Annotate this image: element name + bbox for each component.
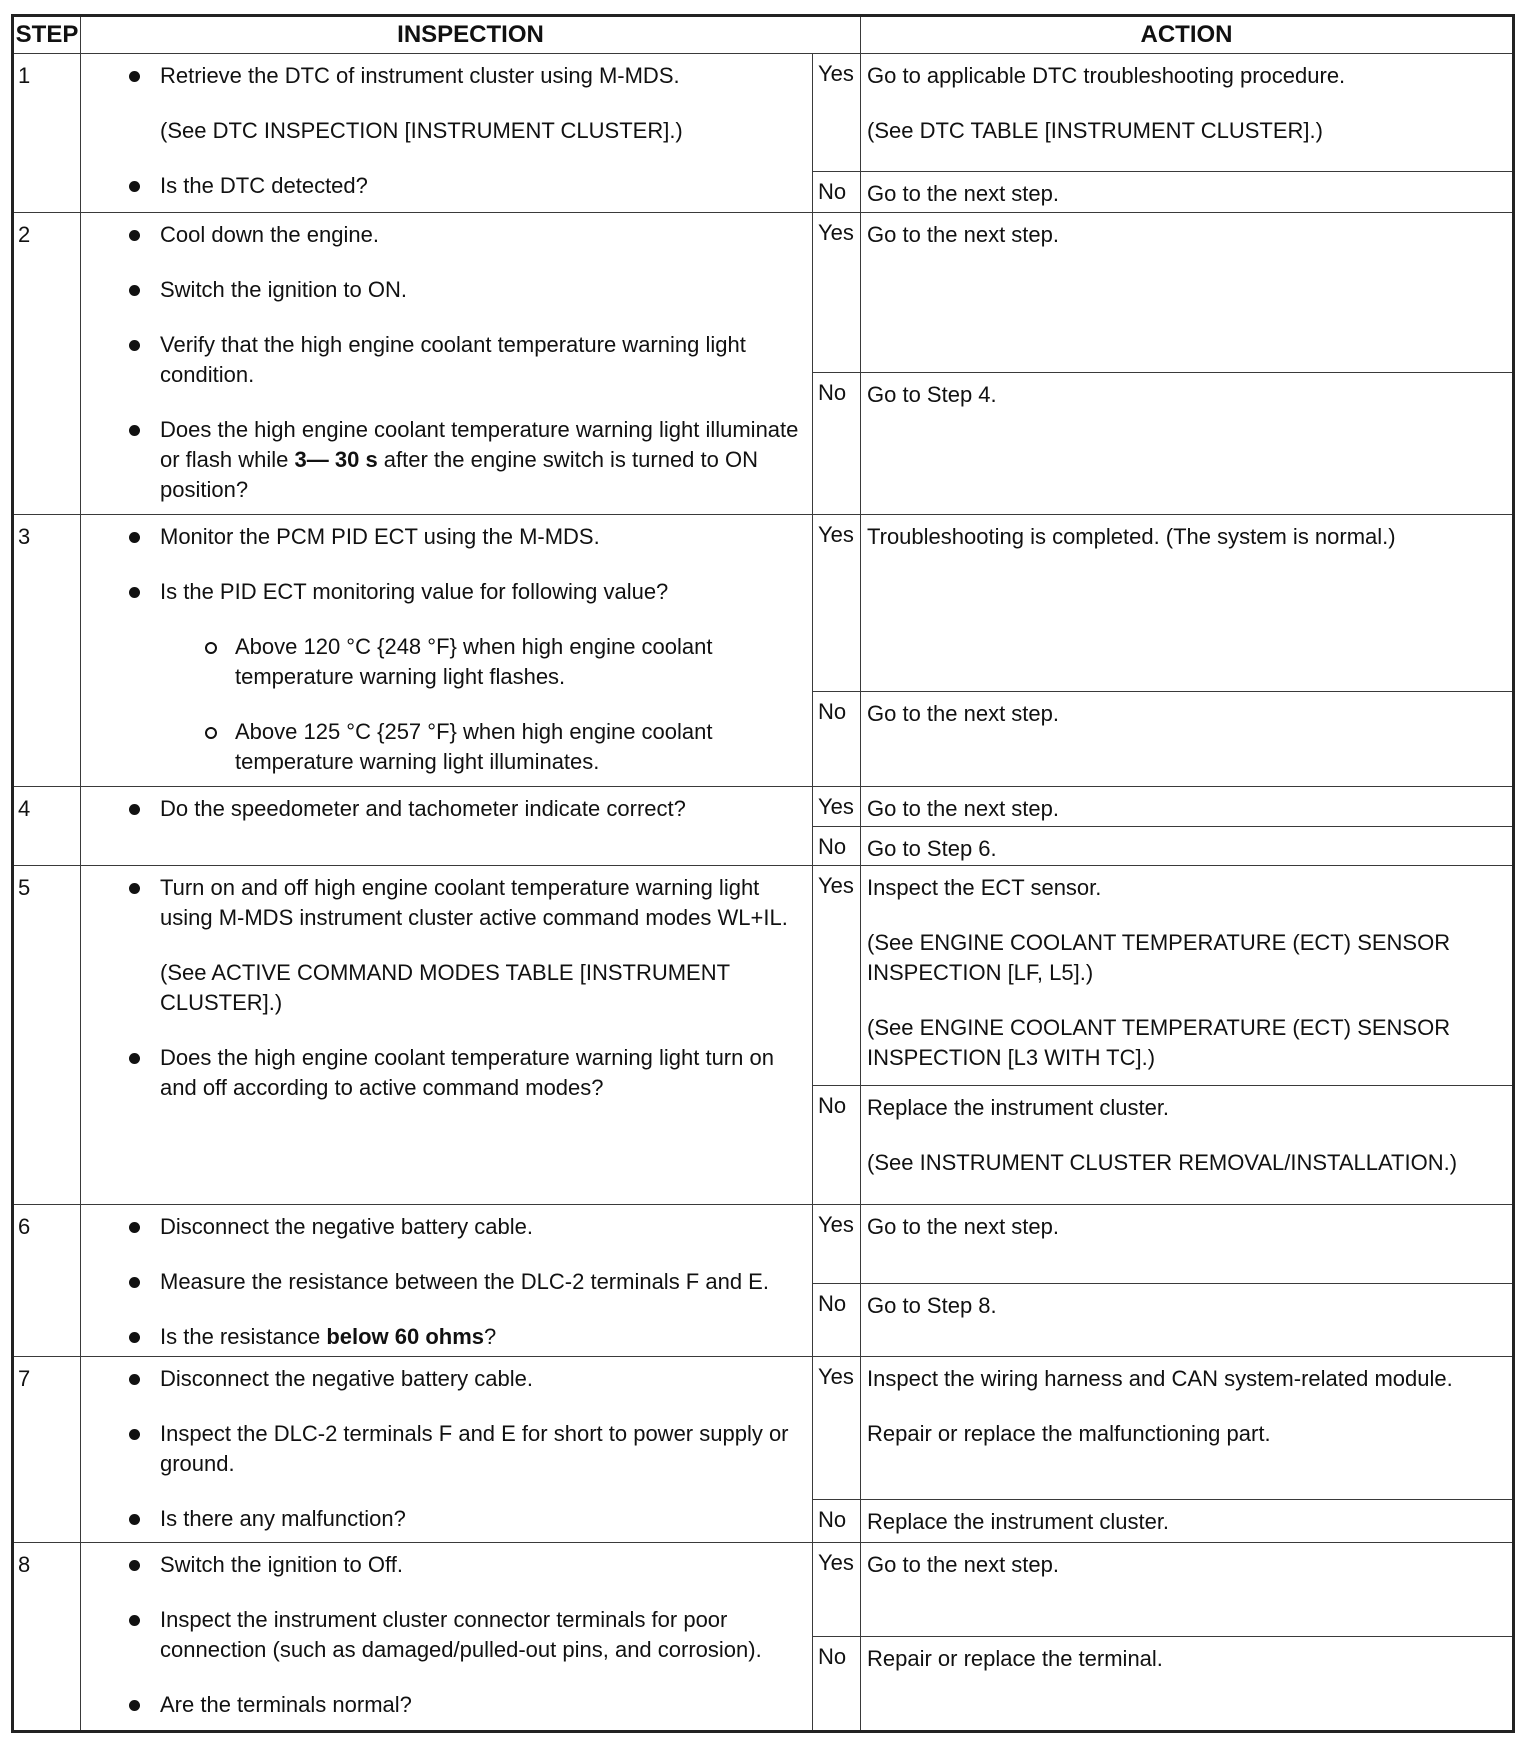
action-cell (861, 786, 1514, 826)
bullet-text: Switch the ignition to ON. (160, 276, 408, 302)
header-row (13, 16, 1514, 54)
action-cell (861, 1636, 1514, 1731)
action-cell (861, 692, 1514, 787)
action-line: Go to the next step. (867, 221, 1060, 247)
inspection-cell (81, 1543, 813, 1732)
inspection-cell (81, 515, 813, 786)
step-number: 7 (13, 1357, 81, 1543)
action-cell (861, 1499, 1514, 1542)
action-line: Inspect the ECT sensor. (867, 875, 1102, 901)
action-line: Repair or replace the terminal. (867, 1645, 1163, 1671)
step-number: 1 (13, 54, 81, 213)
bullet-item (81, 415, 800, 505)
action-line: Inspect the wiring harness and CAN system-related module. (867, 1366, 1453, 1392)
action-line: (See INSTRUMENT CLUSTER REMOVAL/INSTALLATION.) (867, 1149, 1458, 1175)
action-cell (861, 1543, 1514, 1637)
answer-yes: Yes (813, 1543, 861, 1637)
inspection-cell (81, 1204, 813, 1357)
action-line: (See ENGINE COOLANT TEMPERATURE (ECT) SENSOR INSPECTION [L3 WITH TC].) (867, 1015, 1451, 1071)
action-line: Go to the next step. (867, 701, 1060, 727)
bullet-text: Retrieve the DTC of instrument cluster using M-MDS. (160, 63, 680, 88)
answer-yes: Yes (813, 786, 861, 826)
answer-no: No (813, 826, 861, 865)
action-cell (861, 373, 1514, 515)
bullet-text: Is the resistance (160, 1323, 327, 1349)
bullet-text: Are the terminals normal? (160, 1692, 412, 1717)
bullet-item (81, 61, 800, 91)
action-header: ACTION (861, 16, 1514, 54)
action-cell (861, 1284, 1514, 1357)
action-line: Go to the next step. (867, 795, 1060, 821)
answer-yes: Yes (813, 1357, 861, 1499)
action-line: Go to Step 4. (867, 382, 997, 408)
step-number: 8 (13, 1543, 81, 1732)
action-line: Go to applicable DTC troubleshooting procedure. (867, 63, 1346, 88)
bullet-text: Inspect the instrument cluster connector terminals for poor connection (such as damaged/pulled-out pins, and corrosion). (160, 1607, 762, 1662)
table-row (13, 212, 1514, 372)
action-cell (861, 866, 1514, 1086)
action-line: Go to Step 6. (867, 835, 997, 861)
bullet-text: Is the DTC detected? (160, 173, 368, 198)
table-row (13, 54, 1514, 172)
bullet-item (81, 171, 800, 201)
inspection-cell (81, 1357, 813, 1543)
bullet-item (81, 1322, 800, 1352)
table-row (13, 1204, 1514, 1283)
action-cell (861, 54, 1514, 172)
sub-bullet-item: Above 125 °C {257 °F} when high engine coolant temperature warning light illuminates. (81, 717, 800, 777)
action-line: Go to the next step. (867, 180, 1060, 206)
table-row (13, 1543, 1514, 1637)
action-line: Go to the next step. (867, 1552, 1060, 1577)
answer-no: No (813, 1499, 861, 1542)
action-cell (861, 826, 1514, 865)
action-line: Replace the instrument cluster. (867, 1508, 1170, 1534)
step-header: STEP (13, 16, 81, 54)
action-line: Go to the next step. (867, 1213, 1060, 1239)
bullet-text: Disconnect the negative battery cable. (160, 1366, 534, 1392)
bullet-item (81, 794, 800, 824)
bullet-text: Monitor the PCM PID ECT using the M-MDS. (160, 524, 600, 550)
inspection-cell (81, 866, 813, 1204)
action-line: Replace the instrument cluster. (867, 1094, 1170, 1120)
bullet-text: Switch the ignition to Off. (160, 1552, 403, 1577)
action-cell (861, 171, 1514, 212)
bullet-item (81, 1690, 800, 1720)
bullet-item (81, 330, 800, 390)
answer-yes: Yes (813, 1204, 861, 1283)
reference-note: (See ACTIVE COMMAND MODES TABLE [INSTRUMENT CLUSTER].) (160, 960, 730, 1016)
sub-bullet-item: Above 120 °C {248 °F} when high engine coolant temperature warning light flashes. (81, 632, 800, 692)
action-line: Troubleshooting is completed. (The system is normal.) (867, 524, 1396, 550)
table-row (13, 515, 1514, 692)
answer-no: No (813, 171, 861, 212)
reference-note: (See DTC INSPECTION [INSTRUMENT CLUSTER].) (160, 118, 683, 143)
step-number: 3 (13, 515, 81, 786)
action-cell (861, 1085, 1514, 1204)
bullet-item (81, 1504, 800, 1534)
bullet-item (81, 522, 800, 552)
step-number: 4 (13, 786, 81, 865)
action-cell (861, 1357, 1514, 1499)
bullet-text: Disconnect the negative battery cable. (160, 1213, 534, 1239)
action-cell (861, 212, 1514, 372)
bullet-text: Cool down the engine. (160, 221, 379, 247)
table-row (13, 1357, 1514, 1499)
bullet-text: Is there any malfunction? (160, 1506, 406, 1532)
answer-no: No (813, 692, 861, 787)
bullet-item (81, 1605, 800, 1665)
action-line: (See ENGINE COOLANT TEMPERATURE (ECT) SENSOR INSPECTION [LF, L5].) (867, 930, 1451, 986)
answer-no: No (813, 1284, 861, 1357)
bullet-item (81, 577, 800, 607)
action-line: Go to Step 8. (867, 1293, 997, 1319)
troubleshooting-table (11, 14, 1515, 1733)
bullet-item (81, 873, 800, 933)
action-cell (861, 1204, 1514, 1283)
step-number: 5 (13, 866, 81, 1204)
bullet-item (81, 275, 800, 305)
inspection-cell (81, 212, 813, 514)
bullet-item (81, 1043, 800, 1103)
answer-yes: Yes (813, 866, 861, 1086)
bullet-text: Does the high engine coolant temperature warning light turn on and off according to active command modes? (160, 1045, 774, 1101)
answer-yes: Yes (813, 212, 861, 372)
bullet-item (81, 1267, 800, 1297)
bullet-item (81, 1364, 800, 1394)
bullet-text: Do the speedometer and tachometer indicate correct? (160, 795, 686, 821)
bullet-text: Measure the resistance between the DLC-2 terminals F and E. (160, 1268, 769, 1294)
answer-no: No (813, 373, 861, 515)
answer-no: No (813, 1085, 861, 1204)
bullet-text: Is the PID ECT monitoring value for following value? (160, 579, 669, 605)
inspection-header: INSPECTION (81, 16, 861, 54)
inspection-cell (81, 54, 813, 213)
bullet-text-end: ? (484, 1323, 497, 1349)
inspection-cell (81, 786, 813, 865)
bullet-text: Turn on and off high engine coolant temperature warning light using M-MDS instrument cluster active command modes WL+IL. (160, 875, 788, 931)
action-cell (861, 515, 1514, 692)
bullet-text: Verify that the high engine coolant temperature warning light condition. (160, 331, 746, 387)
bullet-text-end: after the engine switch is turned to ON position? (160, 446, 758, 502)
bold-value: below 60 ohms (326, 1323, 485, 1349)
step-number: 2 (13, 212, 81, 514)
table-row (13, 866, 1514, 1086)
action-line: (See DTC TABLE [INSTRUMENT CLUSTER].) (867, 118, 1323, 143)
bold-value: 3— 30 s (294, 446, 378, 472)
bullet-item (81, 1212, 800, 1242)
bullet-item (81, 1419, 800, 1479)
answer-no: No (813, 1636, 861, 1731)
answer-yes: Yes (813, 54, 861, 172)
action-line: Repair or replace the malfunctioning part. (867, 1421, 1271, 1447)
bullet-item (81, 220, 800, 250)
step-number: 6 (13, 1204, 81, 1357)
bullet-text: Inspect the DLC-2 terminals F and E for short to power supply or ground. (160, 1421, 789, 1477)
table-row (13, 786, 1514, 826)
answer-yes: Yes (813, 515, 861, 692)
bullet-text: Does the high engine coolant temperature warning light illuminate or flash while (160, 416, 799, 472)
bullet-item (81, 1550, 800, 1580)
